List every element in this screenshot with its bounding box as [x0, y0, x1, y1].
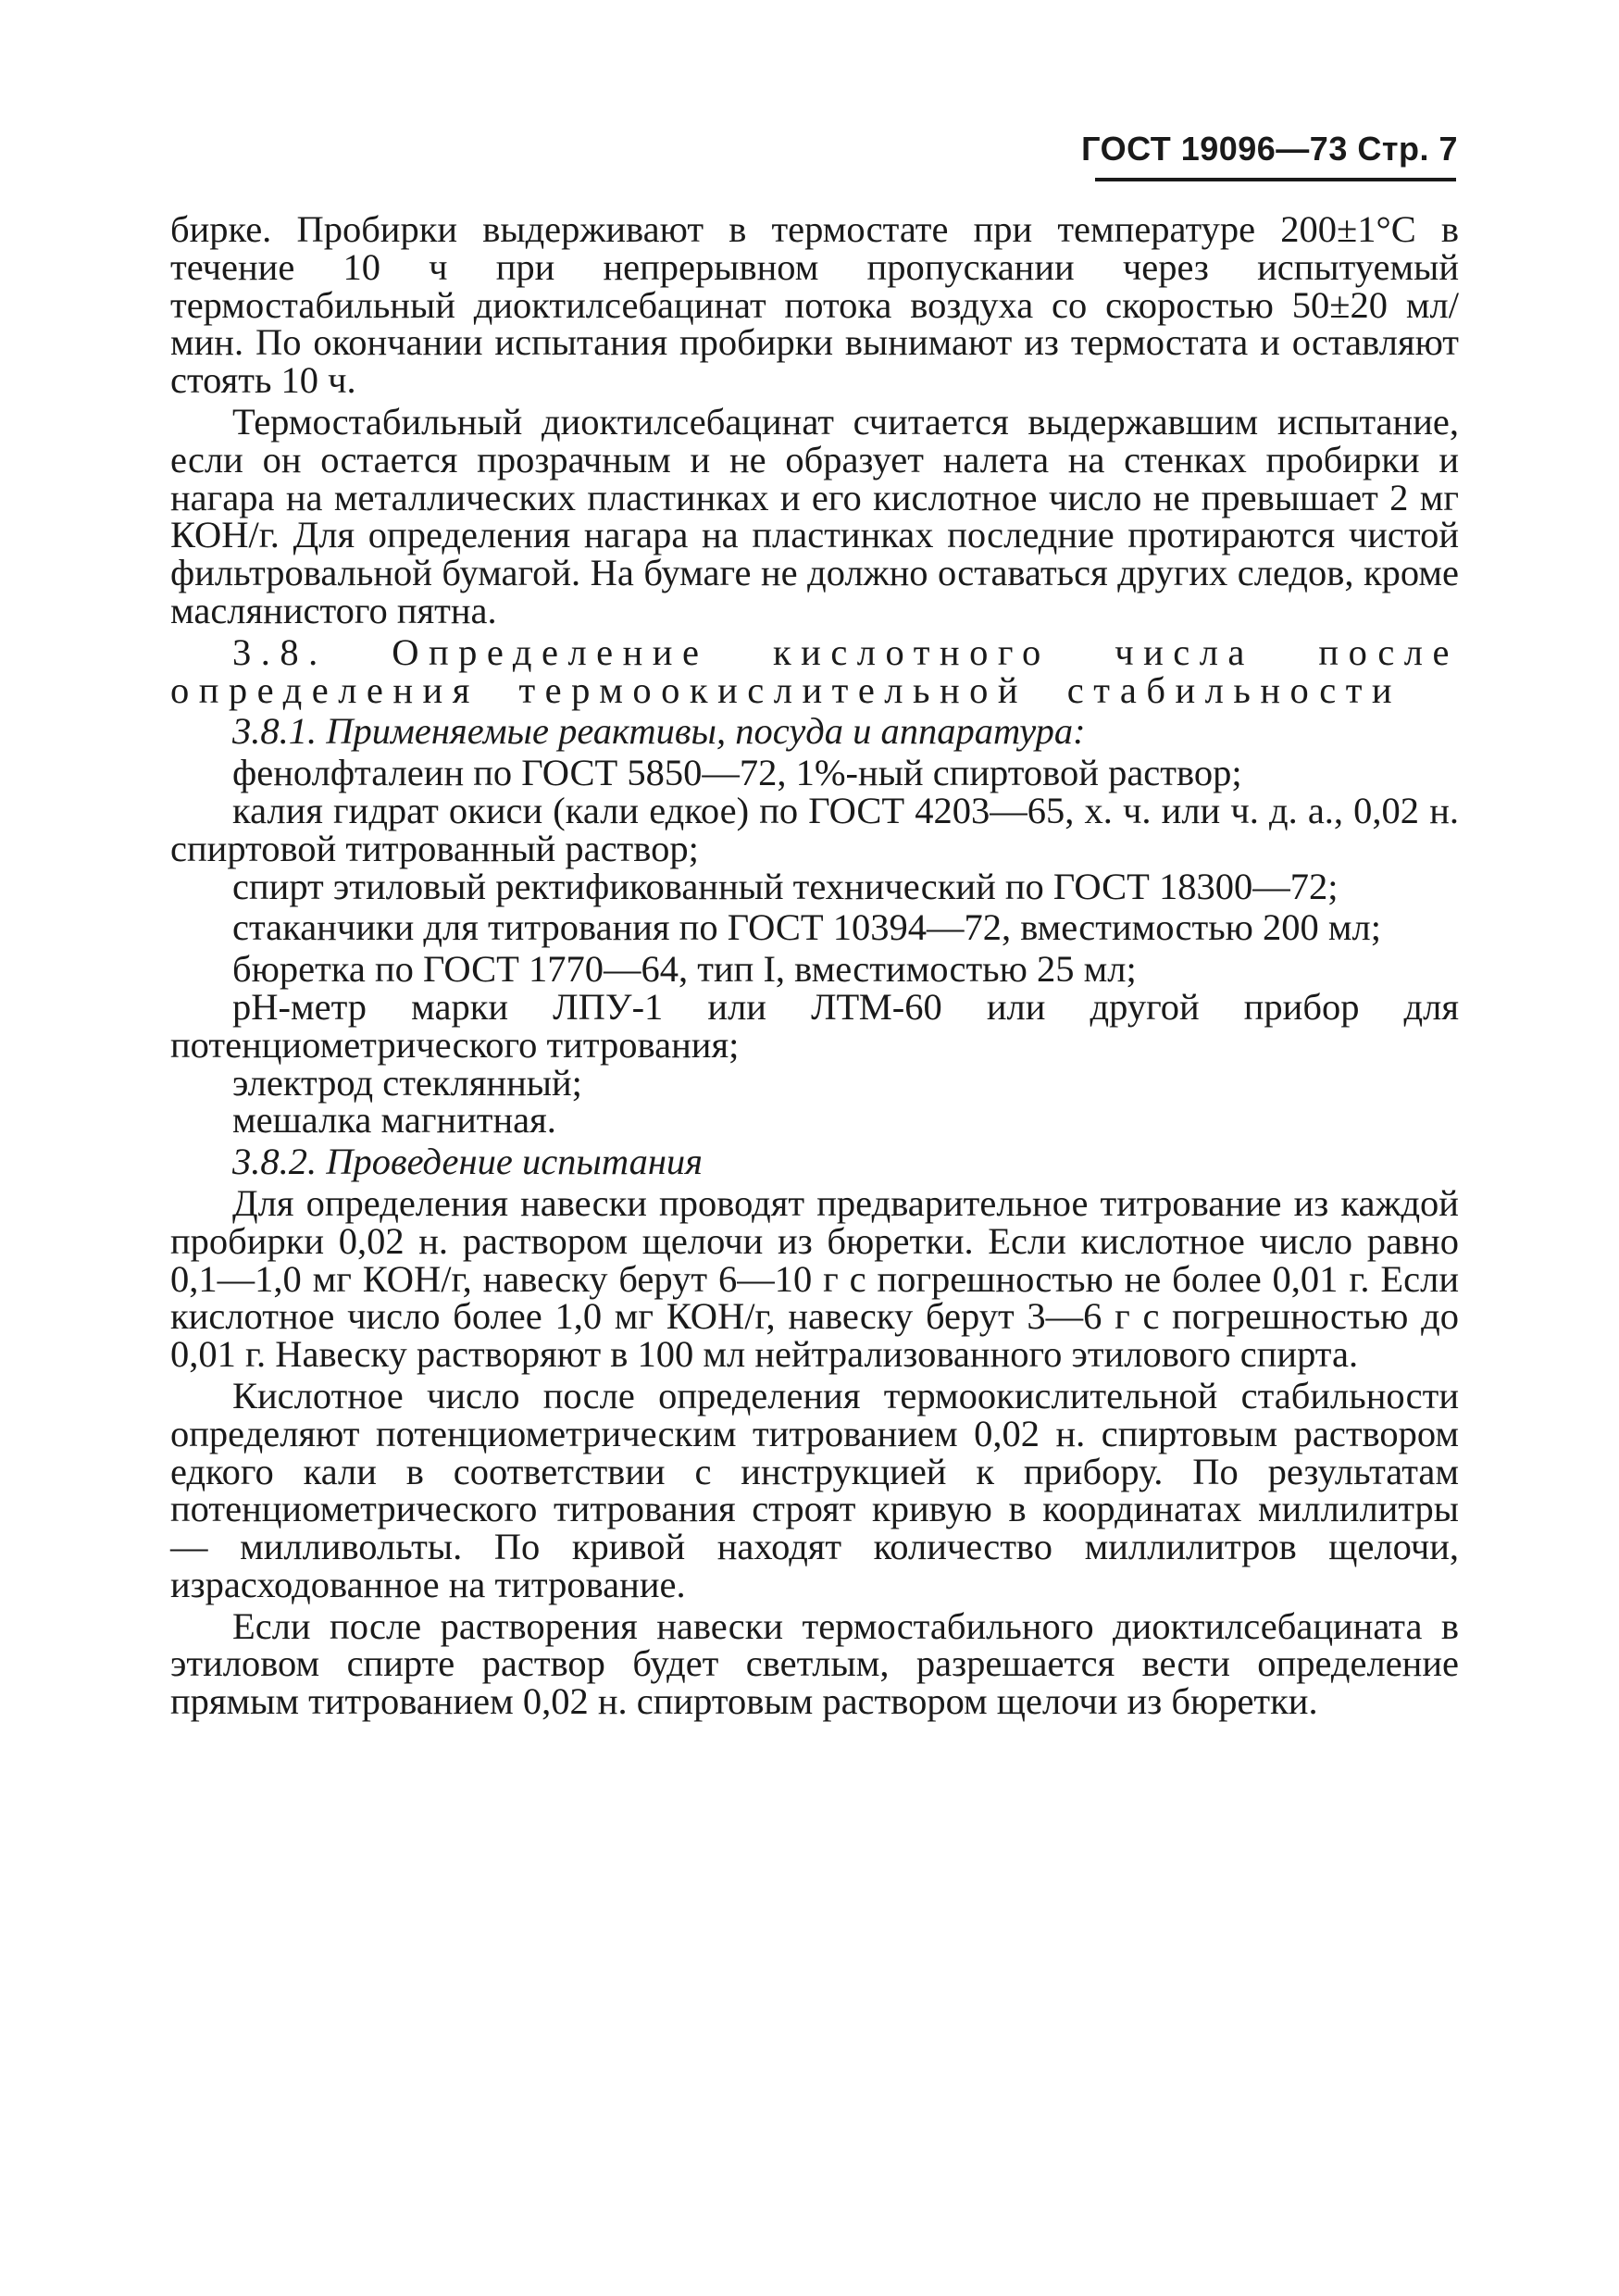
header-rule — [1095, 178, 1456, 181]
paragraph-sample-determination: Для определения навески проводят предварительное титрование из каждой пробирки 0,02 н. раствором щелочи из бюретки. Если кислотное число равно 0,1—1,0 мг КОН/г, навеску берут 6—10 г с погрешностью не более 0,01 г. Если кислотное число более 1,0 мг КОН/г, навеску берут 3—6 г с погрешностью до 0,01 г. Навеску растворяют в 100 мл нейтрализованного этилового спирта. — [170, 1181, 1459, 1376]
reagent-item-potassium-hydroxide: калия гидрат окиси (кали едкое) по ГОСТ 4203—65, х. ч. или ч. д. а., 0,02 н. спиртовой титрованный раствор; — [170, 789, 1459, 869]
page-header: ГОСТ 19096—73 Стр. 7 — [1081, 130, 1458, 168]
equipment-item-beakers: стаканчики для титрования по ГОСТ 10394—72, вместимостью 200 мл; — [232, 906, 1382, 949]
equipment-item-stirrer: мешалка магнитная. — [232, 1099, 556, 1142]
equipment-item-burette: бюретка по ГОСТ 1770—64, тип I, вместимостью 25 мл; — [232, 948, 1137, 991]
paragraph-continuation: бирке. Пробирки выдерживают в термостате при температуре 200±1°С в течение 10 ч при непрерывном пропускании через испытуемый термостабильный диоктилсебацинат потока воздуха со скоростью 50±20 мл/мин. По окончании испытания пробирки вынимают из термостата и оставляют стоять 10 ч. — [170, 208, 1459, 402]
reagent-item-ethyl-alcohol: спирт этиловый ректификованный технический по ГОСТ 18300—72; — [232, 865, 1339, 907]
equipment-item-ph-meter: рН-метр марки ЛПУ-1 или ЛТМ-60 или другой прибор для потенциометрического титрования; — [170, 985, 1459, 1066]
paragraph-potentiometric-titration: Кислотное число после определения термоокислительной стабильности определяют потенциометрическим титрованием 0,02 н. спиртовым раствором едкого кали в соответствии с инструкцией к прибору. По результатам потенциометрического титрования строят кривую в координатах миллилитры — милливольты. По кривой находят количество миллилитров щелочи, израсходованное на титрование. — [170, 1374, 1459, 1605]
section-heading-3-8: 3.8. Определение кислотного числа после определения термоокислительной стабильности — [170, 630, 1459, 711]
equipment-item-electrode: электрод стеклянный; — [232, 1061, 582, 1104]
paragraph-direct-titration: Если после растворения навески термостабильного диоктилсебацината в этиловом спирте раствор будет светлым, разрешается вести определение прямым титрованием 0,02 н. спиртовым раствором щелочи из бюретки. — [170, 1604, 1459, 1723]
paragraph-test-criteria: Термостабильный диоктилсебацинат считается выдержавшим испытание, если он остается прозрачным и не образует налета на стенках пробирки и нагара на металлических пластинках и его кислотное число не превышает 2 мг КОН/г. Для определения нагара на пластинках последние протираются чистой фильтровальной бумагой. На бумаге не должно оставаться других следов, кроме маслянистого пятна. — [170, 400, 1459, 631]
reagent-item-phenolphthalein: фенолфталеин по ГОСТ 5850—72, 1%-ный спиртовой раствор; — [232, 752, 1242, 794]
subsection-heading-3-8-2: 3.8.2. Проведение испытания — [232, 1141, 704, 1183]
page-body — [170, 208, 1459, 1723]
subsection-heading-3-8-1: 3.8.1. Применяемые реактивы, посуда и аппаратура: — [232, 710, 1086, 753]
